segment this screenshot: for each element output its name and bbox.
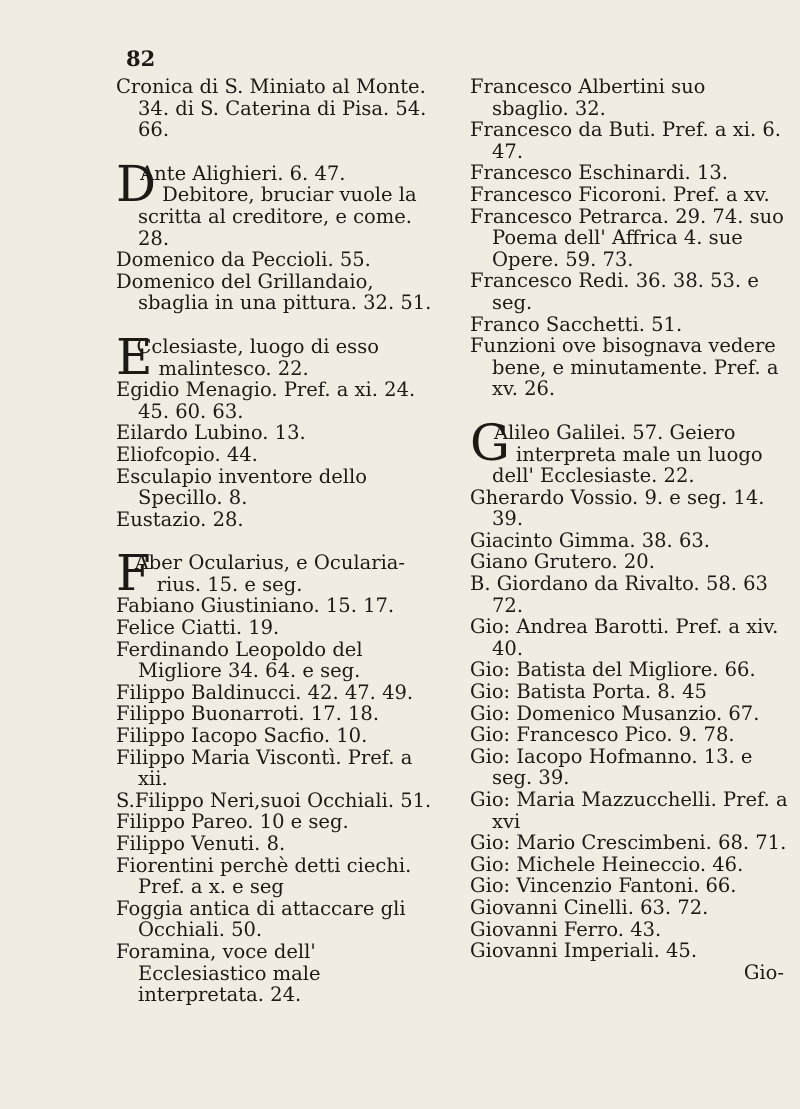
- catchword: Gio-: [743, 960, 784, 984]
- index-entry: Francesco Ficoroni. Pref. a xv.: [470, 182, 770, 206]
- index-entry: B. Giordano da Rivalto. 58. 63 72.: [470, 572, 768, 617]
- index-entry: Filippo Pareo. 10 e seg.: [116, 810, 349, 834]
- index-entry: Eliofcopio. 44.: [116, 442, 258, 466]
- index-entry: Gio: Michele Heineccio. 46.: [470, 852, 744, 876]
- index-entry: Gio: Domenico Musanzio. 67.: [470, 701, 760, 725]
- drop-cap: E: [116, 327, 153, 386]
- index-entry: Foramina, voce dell' Ecclesiastico male interpretata. 24.: [116, 939, 321, 1007]
- index-entry: Francesco da Buti. Pref. a xi. 6. 47.: [470, 118, 781, 163]
- index-entry: Giacinto Gimma. 38. 63.: [470, 528, 710, 552]
- index-entry: Filippo Iacopo Sacfio. 10.: [116, 724, 368, 748]
- index-entry: Giovanni Imperiali. 45.: [470, 939, 698, 963]
- index-entry: Gio: Batista del Migliore. 66.: [470, 658, 756, 682]
- index-entry: Fiorentini perchè detti ciechi. Pref. a x. e seg: [116, 853, 412, 899]
- index-entry: S.Filippo Neri,suoi Occhiali. 51.: [116, 788, 432, 812]
- page-number: 82: [126, 46, 156, 71]
- index-entry: Filippo Baldinucci. 42. 47. 49.: [116, 680, 414, 704]
- index-entry: Esculapio inventore dello Specillo. 8.: [116, 464, 368, 510]
- index-entry: Gio: Francesco Pico. 9. 78.: [470, 723, 735, 747]
- index-entry: Francesco Albertini suo sbaglio. 32.: [470, 75, 706, 120]
- index-entry: Gio: Iacopo Hofmanno. 13. e seg. 39.: [470, 744, 753, 790]
- index-entry: Gio: Mario Crescimbeni. 68. 71.: [470, 831, 787, 855]
- index-entry: Giano Grutero. 20.: [470, 550, 655, 574]
- index-entry: Gherardo Vossio. 9. e seg. 14. 39.: [470, 485, 765, 531]
- index-entry: E Cclesiaste, luogo di esso malintesco. 22.: [116, 327, 379, 386]
- index-entry: Gio: Batista Porta. 8. 45: [470, 680, 707, 704]
- drop-cap: D: [116, 154, 157, 213]
- index-entry: Fabiano Giustiniano. 15. 17.: [116, 594, 395, 618]
- index-entry: F Aber Ocularius, e Ocularia-rius. 15. e seg.: [116, 544, 406, 603]
- index-entry: Eustazio. 28.: [116, 507, 244, 531]
- left-column: [116, 76, 434, 1006]
- index-entry: Filippo Maria Viscontì. Pref. a xii.: [116, 745, 413, 791]
- index-entry: Domenico da Peccioli. 55.: [116, 248, 371, 272]
- index-entry: Filippo Buonarroti. 17. 18.: [116, 702, 380, 726]
- index-entry: Francesco Eschinardi. 13.: [470, 161, 728, 185]
- index-entry: Franco Sacchetti. 51.: [470, 312, 683, 336]
- index-entry: Francesco Redi. 36. 38. 53. e seg.: [470, 269, 759, 314]
- index-entry: Gio: Andrea Barotti. Pref. a xiv. 40.: [470, 615, 779, 660]
- index-entry: Felice Ciatti. 19.: [116, 616, 280, 640]
- index-entry: Francesco Petrarca. 29. 74. suo Poema dell' Affrica 4. sue Opere. 59. 73.: [470, 204, 784, 271]
- index-entry: Cronica di S. Miniato al Monte. 34. di S. Caterina di Pisa. 54. 66.: [116, 75, 427, 142]
- right-column: [470, 76, 788, 983]
- index-entry: Ferdinando Leopoldo del Migliore 34. 64. e seg.: [116, 637, 363, 683]
- drop-cap: G: [470, 413, 510, 472]
- index-entry: Gio: Vincenzio Fantoni. 66.: [470, 874, 737, 898]
- index-entry: Giovanni Ferro. 43.: [470, 917, 662, 941]
- index-entry: G Alileo Galilei. 57. Geiero interpreta male un luogo dell' Ecclesiaste. 22.: [470, 413, 763, 488]
- index-entry: Foggia antica di attaccare gli Occhiali. 50.: [116, 896, 406, 942]
- index-entry: Funzioni ove bisognava vedere bene, e minutamente. Pref. a xv. 26.: [470, 334, 779, 401]
- index-entry: Eilardo Lubino. 13.: [116, 421, 306, 445]
- drop-cap: F: [116, 544, 151, 603]
- index-entry: Domenico del Grillandaio, sbaglia in una pittura. 32. 51.: [116, 269, 432, 315]
- index-entry: Gio: Maria Mazzucchelli. Pref. a xvi: [470, 788, 788, 833]
- index-entry: Egidio Menagio. Pref. a xi. 24. 45. 60. 63.: [116, 378, 416, 423]
- index-entry: Giovanni Cinelli. 63. 72.: [470, 895, 709, 919]
- index-entry: Filippo Venuti. 8.: [116, 832, 286, 855]
- index-entry: D Ante Alighieri. 6. 47. Debitore, bruciar vuole la scritta al creditore, e come. 28.: [116, 154, 417, 250]
